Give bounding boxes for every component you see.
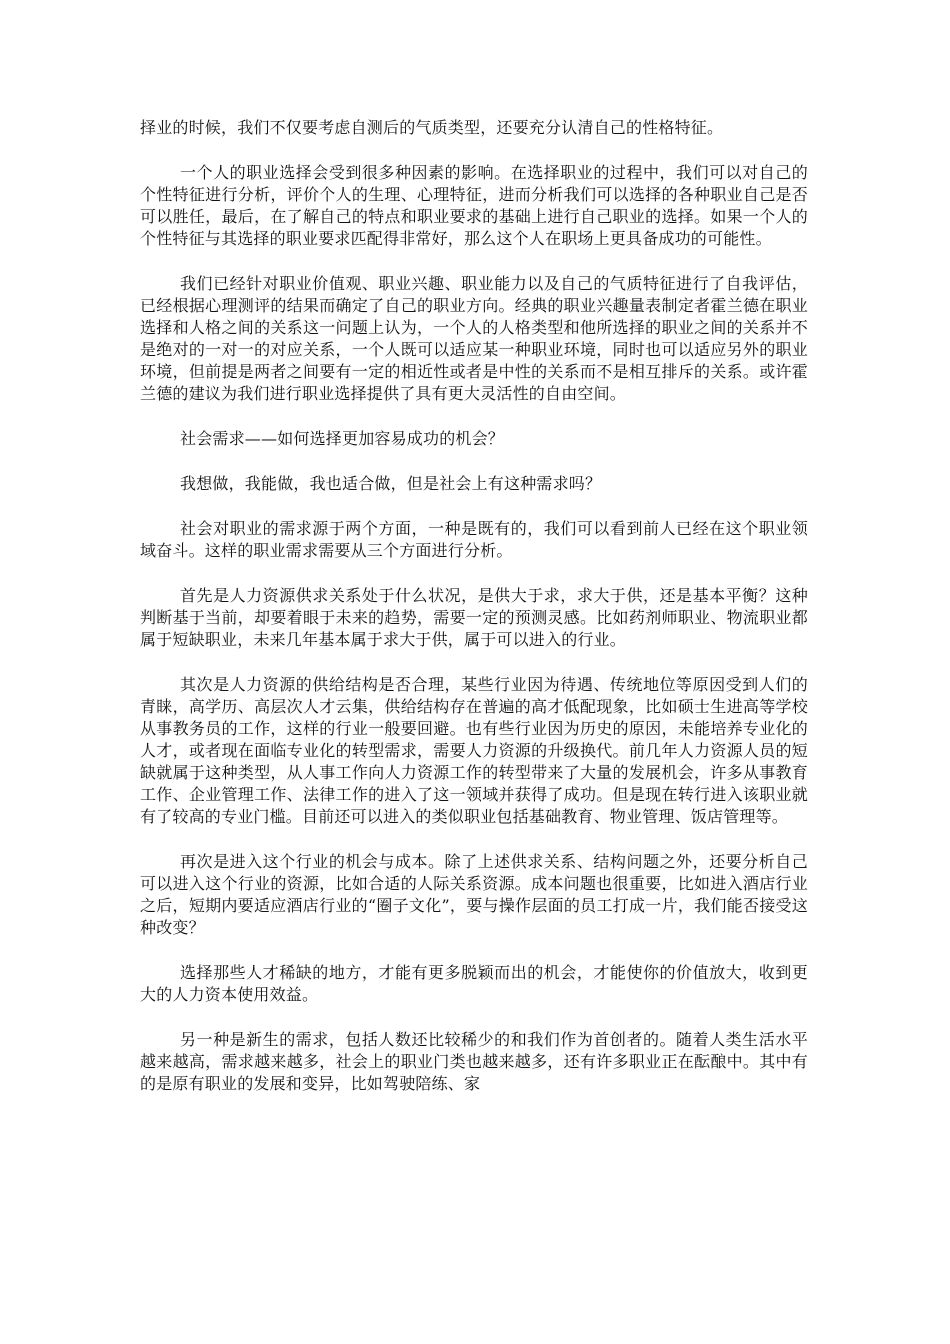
paragraph-11: 另一种是新生的需求，包括人数还比较稀少的和我们作为首创者的。随着人类生活水平越来越高，需求越来越多，社会上的职业门类也越来越多，还有许多职业正在酝酿中。其中有的是原有职业的发展和变异，比如驾驶陪练、家	[140, 1030, 808, 1093]
paragraph-1: 择业的时候，我们不仅要考虑自测后的气质类型，还要充分认清自己的性格特征。	[140, 118, 724, 137]
paragraph-6: 社会对职业的需求源于两个方面，一种是既有的，我们可以看到前人已经在这个职业领域奋斗。这样的职业需求需要从三个方面进行分析。	[140, 519, 808, 560]
paragraph-3: 我们已经针对职业价值观、职业兴趣、职业能力以及自己的气质特征进行了自我评估，已经根据心理测评的结果而确定了自己的职业方向。经典的职业兴趣量表制定者霍兰德在职业选择和人格之间的关系这一问题上认为，一个人的人格类型和他所选择的职业之间的关系并不是绝对的一对一的对应关系，一个人既可以适应某一种职业环境，同时也可以适应另外的职业环境，但前提是两者之间要有一定的相近性或者是中性的关系而不是相互排斥的关系。或许霍兰德的建议为我们进行职业选择提供了具有更大灵活性的自由空间。	[140, 274, 808, 403]
paragraph-7: 首先是人力资源供求关系处于什么状况，是供大于求，求大于供，还是基本平衡？这种判断基于当前，却要着眼于未来的趋势，需要一定的预测灵感。比如药剂师职业、物流职业都属于短缺职业，未来几年基本属于求大于供，属于可以进入的行业。	[140, 586, 808, 649]
paragraph-10: 选择那些人才稀缺的地方，才能有更多脱颖而出的机会，才能使你的价值放大，收到更大的人力资本使用效益。	[140, 963, 808, 1004]
paragraph-9: 再次是进入这个行业的机会与成本。除了上述供求关系、结构问题之外，还要分析自己可以进入这个行业的资源，比如合适的人际关系资源。成本问题也很重要，比如进入酒店行业之后，短期内要适应酒店行业的“圈子文化”，要与操作层面的员工打成一片，我们能否接受这种改变？	[140, 852, 808, 937]
paragraph-2: 一个人的职业选择会受到很多种因素的影响。在选择职业的过程中，我们可以对自己的个性特征进行分析，评价个人的生理、心理特征，进而分析我们可以选择的各种职业自己是否可以胜任，最后，在了解自己的特点和职业要求的基础上进行自己职业的选择。如果一个人的个性特征与其选择的职业要求匹配得非常好，那么这个人在职场上更具备成功的可能性。	[140, 163, 808, 248]
paragraph-4: 社会需求——如何选择更加容易成功的机会？	[180, 429, 505, 448]
paragraph-8: 其次是人力资源的供给结构是否合理，某些行业因为待遇、传统地位等原因受到人们的青睐，高学历、高层次人才云集，供给结构存在普遍的高才低配现象，比如硕士生进高等学校从事教务员的工作，这样的行业一般要回避。也有些行业因为历史的原因，未能培养专业化的人才，或者现在面临专业化的转型需求，需要人力资源的升级换代。前几年人力资源人员的短缺就属于这种类型，从人事工作向人力资源工作的转型带来了大量的发展机会，许多从事教育工作、企业管理工作、法律工作的进入了这一领域并获得了成功。但是现在转行进入该职业就有了较高的专业门槛。目前还可以进入的类似职业包括基础教育、物业管理、饭店管理等。	[140, 675, 808, 826]
paragraph-5: 我想做，我能做，我也适合做，但是社会上有这种需求吗？	[180, 474, 602, 493]
document-body	[140, 117, 808, 1095]
